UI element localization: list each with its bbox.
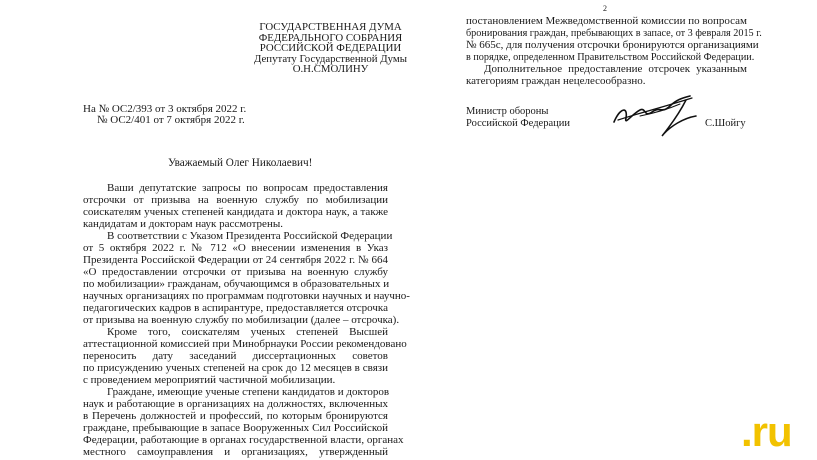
- addressee-line: Депутату Государственной Думы: [254, 52, 407, 65]
- body-line: категориям граждан нецелесообразно.: [466, 75, 646, 87]
- addressee-line: О.Н.СМОЛИНУ: [292, 63, 369, 76]
- site-watermark-logo: .ru: [741, 408, 792, 455]
- body-line: Граждане, имеющие ученые степени кандидатов и докторов: [107, 386, 390, 398]
- addressee-line: ГОСУДАРСТВЕННАЯ ДУМА: [259, 21, 402, 33]
- body-line: № 665с, для получения отсрочки бронируются организациями: [466, 39, 759, 51]
- body-line: переносить дату заседаний диссертационных советов: [83, 350, 388, 362]
- body-line: бронирования граждан, пребывающих в запасе, от 3 февраля 2015 г.: [466, 28, 762, 39]
- handwritten-signature: [610, 92, 706, 146]
- page-number: 2: [603, 4, 607, 13]
- body-line: соискателям ученых степеней кандидата и доктора наук, а также: [83, 206, 388, 218]
- body-line: постановлением Межведомственной комиссии по вопросам: [466, 15, 747, 27]
- reference-block: [83, 104, 246, 126]
- body-line: граждане, пребывающие в запасе Вооруженных Сил Российской: [83, 422, 388, 434]
- signer-title-line: Министр обороны: [466, 106, 549, 117]
- body-line: по присуждению ученых степеней на срок до 12 месяцев в связи: [83, 362, 388, 374]
- body-line: в Перечень должностей и профессий, по которым бронируются: [83, 410, 388, 422]
- body-line: педагогических кадров в аспирантуре, предоставляется отсрочка: [83, 302, 388, 314]
- addressee-line: ФЕДЕРАЛЬНОГО СОБРАНИЯ: [258, 31, 403, 44]
- body-line: местного самоуправления и организациях, утвержденный: [83, 446, 388, 458]
- salutation: Уважаемый Олег Николаевич!: [168, 157, 313, 169]
- signer-name: С.Шойгу: [705, 118, 746, 129]
- body-line: кандидатам и докторам наук рассмотрены.: [83, 218, 283, 230]
- signer-title-line: Российской Федерации: [466, 118, 570, 129]
- body-line: от 5 октября 2022 г. № 712 «О внесении изменения в Указ: [83, 242, 388, 254]
- addressee-block: [243, 22, 418, 75]
- body-line: наук и работающие в организациях на должностях, включенных: [83, 398, 388, 410]
- body-line: Дополнительное предоставление отсрочек указанным: [484, 63, 747, 75]
- body-line: аттестационной комиссией при Минобрнауки России рекомендовано: [83, 338, 407, 350]
- body-line: с проведением мероприятий частичной мобилизации.: [83, 374, 336, 386]
- body-line: Ваши депутатские запросы по вопросам предоставления: [107, 182, 388, 194]
- body-line: «О предоставлении отсрочки от призыва на военную службу: [83, 266, 388, 278]
- reference-line: № ОС2/401 от 7 октября 2022 г.: [97, 114, 245, 126]
- body-line: Кроме того, соискателям ученых степеней Высшей: [107, 326, 388, 338]
- body-line: отсрочки от призыва на военную службу по мобилизации: [83, 194, 388, 206]
- reference-line: На № ОС2/393 от 3 октября 2022 г.: [83, 103, 247, 115]
- body-line: в порядке, определенном Правительством Российской Федерации.: [466, 52, 755, 63]
- body-line: Федерации, работающие в органах государственной власти, органах: [83, 434, 404, 446]
- body-line: Президента Российской Федерации от 24 сентября 2022 г. № 664: [83, 254, 388, 266]
- body-line: от призыва на военную службу по мобилизации (далее – отсрочка).: [83, 314, 400, 326]
- body-line: научных организациях по программам подготовки научных и научно-: [83, 290, 410, 302]
- signer-title: [466, 106, 570, 130]
- body-line: по мобилизации» гражданам, обучающимся в образовательных и: [83, 278, 390, 290]
- body-line: В соответствии с Указом Президента Российской Федерации: [107, 230, 393, 242]
- addressee-line: РОССИЙСКОЙ ФЕДЕРАЦИИ: [259, 42, 402, 55]
